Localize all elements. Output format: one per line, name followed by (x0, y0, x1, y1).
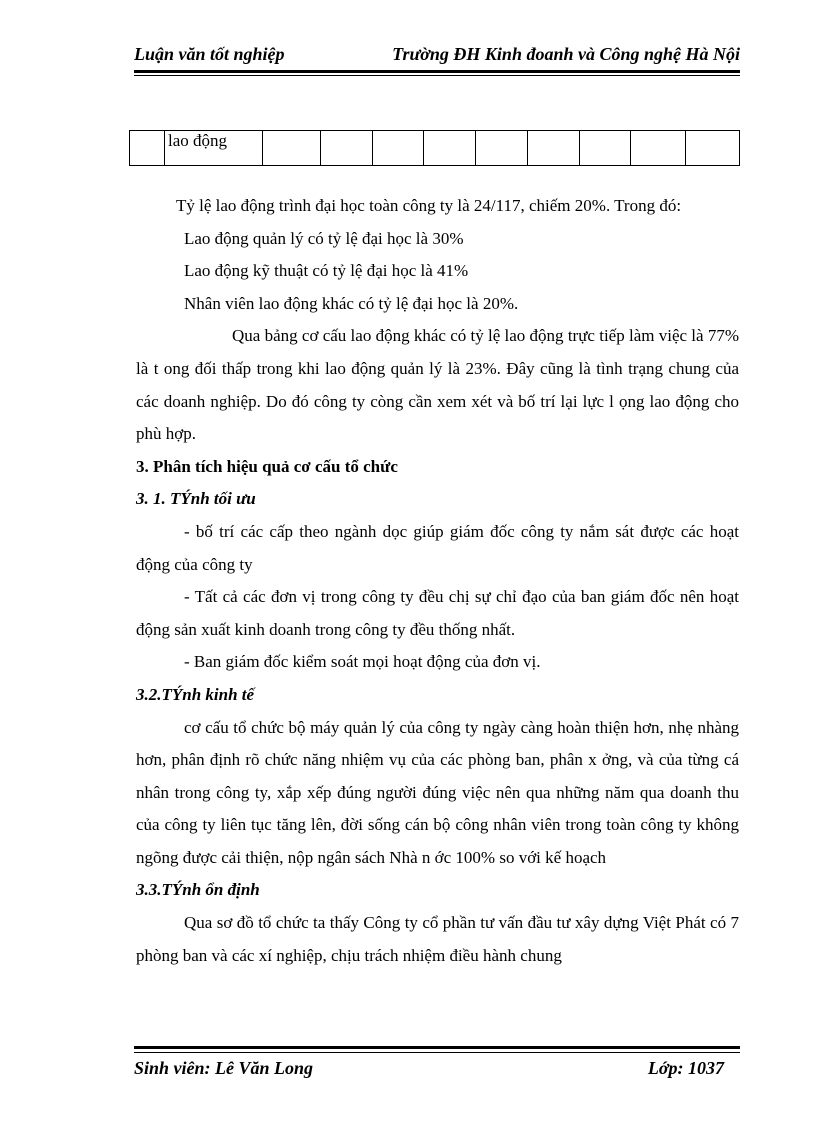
paragraph-other-ratio: Nhân viên lao động khác có tỷ lệ đại học là 20%. (184, 293, 519, 313)
subsection-heading-3-1: 3. 1. TÝnh tối ưu (136, 489, 256, 509)
header-thesis-title: Luận văn tốt nghiệp (134, 44, 285, 64)
table-cell-label: lao động (165, 131, 263, 166)
header-rule-thin (134, 75, 740, 76)
page-header (134, 44, 740, 66)
paragraph-technical-ratio: Lao động kỹ thuật có tỷ lệ đại học là 41% (184, 261, 469, 281)
paragraph-economic-efficiency: cơ cấu tổ chức bộ máy quản lý của công ty ngày càng hoàn thiện hơn, nhẹ nhàng hơn, phân định rõ chức năng nhiệm vụ của các phòng ban, phân x ởng, và của từng cá nhân trong công ty, xắp xếp đúng người đúng việc nên qua những năm qua doanh thu của công ty liên tục tăng lên, đời sống cán bộ công nhân viên trong toàn công ty không ngõng được cải thiện, nộp ngân sách Nhà n ớc 100% so với kế hoạch (136, 717, 739, 867)
table-cell (631, 131, 686, 166)
footer-rule-thin (134, 1052, 740, 1053)
footer-student-name: Sinh viên: Lê Văn Long (134, 1058, 314, 1078)
table-cell (528, 131, 580, 166)
table-cell (263, 131, 321, 166)
table-fragment (129, 130, 740, 166)
header-rule-thick (134, 70, 740, 73)
footer-rule-thick (134, 1046, 740, 1049)
footer-class: Lớp: 1037 (647, 1058, 724, 1078)
subsection-heading-3-3: 3.3.TÝnh ổn định (136, 880, 260, 900)
table-row (130, 131, 740, 166)
paragraph-labor-structure: Qua bảng cơ cấu lao động khác có tỷ lệ lao động trực tiếp làm việc là 77% là t ong đối thấp trong khi lao động quản lý là 23%. Đây cũng là tình trạng chung của các doanh nghiệp. Do đó công ty còng cần xem xét và bố trí lại lực l ọng lao động cho phù hợp. (136, 326, 739, 444)
table-cell (321, 131, 373, 166)
table-cell (580, 131, 631, 166)
document-body (136, 190, 739, 972)
table-cell (130, 131, 165, 166)
table-cell (476, 131, 528, 166)
paragraph-stability: Qua sơ đồ tổ chức ta thấy Công ty cổ phần tư vấn đầu tư xây dựng Việt Phát có 7 phòng ban và các xí nghiệp, chịu trách nhiệm điều hành chung (136, 913, 739, 965)
table-cell (373, 131, 424, 166)
paragraph-vertical-arrangement: - bố trí các cấp theo ngành dọc giúp giám đốc công ty nắm sát được các hoạt động của công ty (136, 521, 739, 574)
page-footer (134, 1058, 724, 1080)
table-cell (424, 131, 476, 166)
paragraph-university-ratio: Tỷ lệ lao động trình đại học toàn công ty là 24/117, chiếm 20%. Trong đó: (176, 196, 682, 215)
paragraph-management-ratio: Lao động quản lý có tỷ lệ đại học là 30% (184, 228, 464, 248)
section-heading-3: 3. Phân tích hiệu quả cơ cấu tổ chức (136, 456, 398, 476)
table-cell (686, 131, 740, 166)
paragraph-board-control: - Ban giám đốc kiểm soát mọi hoạt động của đơn vị. (184, 652, 541, 672)
paragraph-unified-direction: - Tất cả các đơn vị trong công ty đều chị sự chỉ đạo của ban giám đốc nên hoạt động sản xuất kinh doanh trong công ty đều thống nhất. (136, 587, 739, 639)
header-university: Trường ĐH Kinh đoanh và Công nghệ Hà Nội (392, 44, 740, 64)
subsection-heading-3-2: 3.2.TÝnh kinh tế (136, 684, 255, 704)
